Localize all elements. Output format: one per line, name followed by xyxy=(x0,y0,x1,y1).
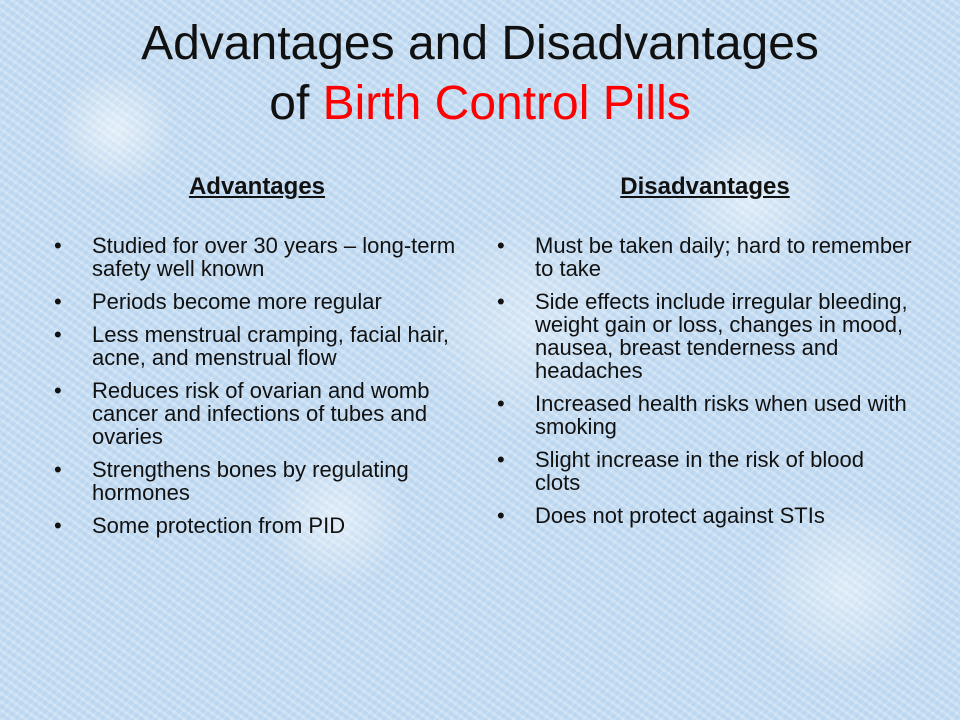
bullet-icon: • xyxy=(54,378,62,403)
list-item xyxy=(495,290,915,382)
bullet-icon: • xyxy=(54,322,62,347)
bullet-icon: • xyxy=(497,503,505,528)
list-item-text: Reduces risk of ovarian and womb cancer and infections of tubes and ovaries xyxy=(92,378,430,449)
list-item xyxy=(52,514,462,537)
advantages-heading: Advantages xyxy=(188,173,326,200)
bullet-icon: • xyxy=(54,457,62,482)
list-item-text: Must be taken daily; hard to remember to take xyxy=(535,233,912,281)
advantages-list xyxy=(52,234,462,537)
list-item xyxy=(52,458,462,504)
bullet-icon: • xyxy=(54,513,62,538)
advantages-column xyxy=(52,172,462,547)
list-item-text: Strengthens bones by regulating hormones xyxy=(92,457,409,505)
list-item xyxy=(52,323,462,369)
list-item xyxy=(495,504,915,527)
disadvantages-column xyxy=(495,172,915,537)
disadvantages-heading: Disadvantages xyxy=(620,173,790,200)
list-item xyxy=(52,379,462,448)
bullet-icon: • xyxy=(497,233,505,258)
list-item-text: Slight increase in the risk of blood clots xyxy=(535,447,864,495)
title-line-1: Advantages and Disadvantages xyxy=(141,17,819,70)
list-item xyxy=(495,392,915,438)
list-item-text: Increased health risks when used with smoking xyxy=(535,391,907,439)
list-item-text: Periods become more regular xyxy=(92,289,382,314)
list-item xyxy=(495,448,915,494)
bullet-icon: • xyxy=(54,233,62,258)
list-item-text: Does not protect against STIs xyxy=(535,503,825,528)
list-item-text: Side effects include irregular bleeding, weight gain or loss, changes in mood, nausea, breast tenderness and headaches xyxy=(535,289,908,383)
bullet-icon: • xyxy=(54,289,62,314)
list-item-text: Studied for over 30 years – long-term safety well known xyxy=(92,233,456,281)
disadvantages-list xyxy=(495,234,915,527)
list-item xyxy=(495,234,915,280)
title-line-2-accent: Birth Control Pills xyxy=(322,77,691,130)
list-item-text: Some protection from PID xyxy=(92,513,346,538)
title-line-2-prefix: of xyxy=(269,77,323,130)
list-item xyxy=(52,234,462,280)
list-item-text: Less menstrual cramping, facial hair, acne, and menstrual flow xyxy=(92,322,450,370)
bullet-icon: • xyxy=(497,391,505,416)
bullet-icon: • xyxy=(497,447,505,472)
list-item xyxy=(52,290,462,313)
bullet-icon: • xyxy=(497,289,505,314)
slide-title xyxy=(0,14,960,134)
